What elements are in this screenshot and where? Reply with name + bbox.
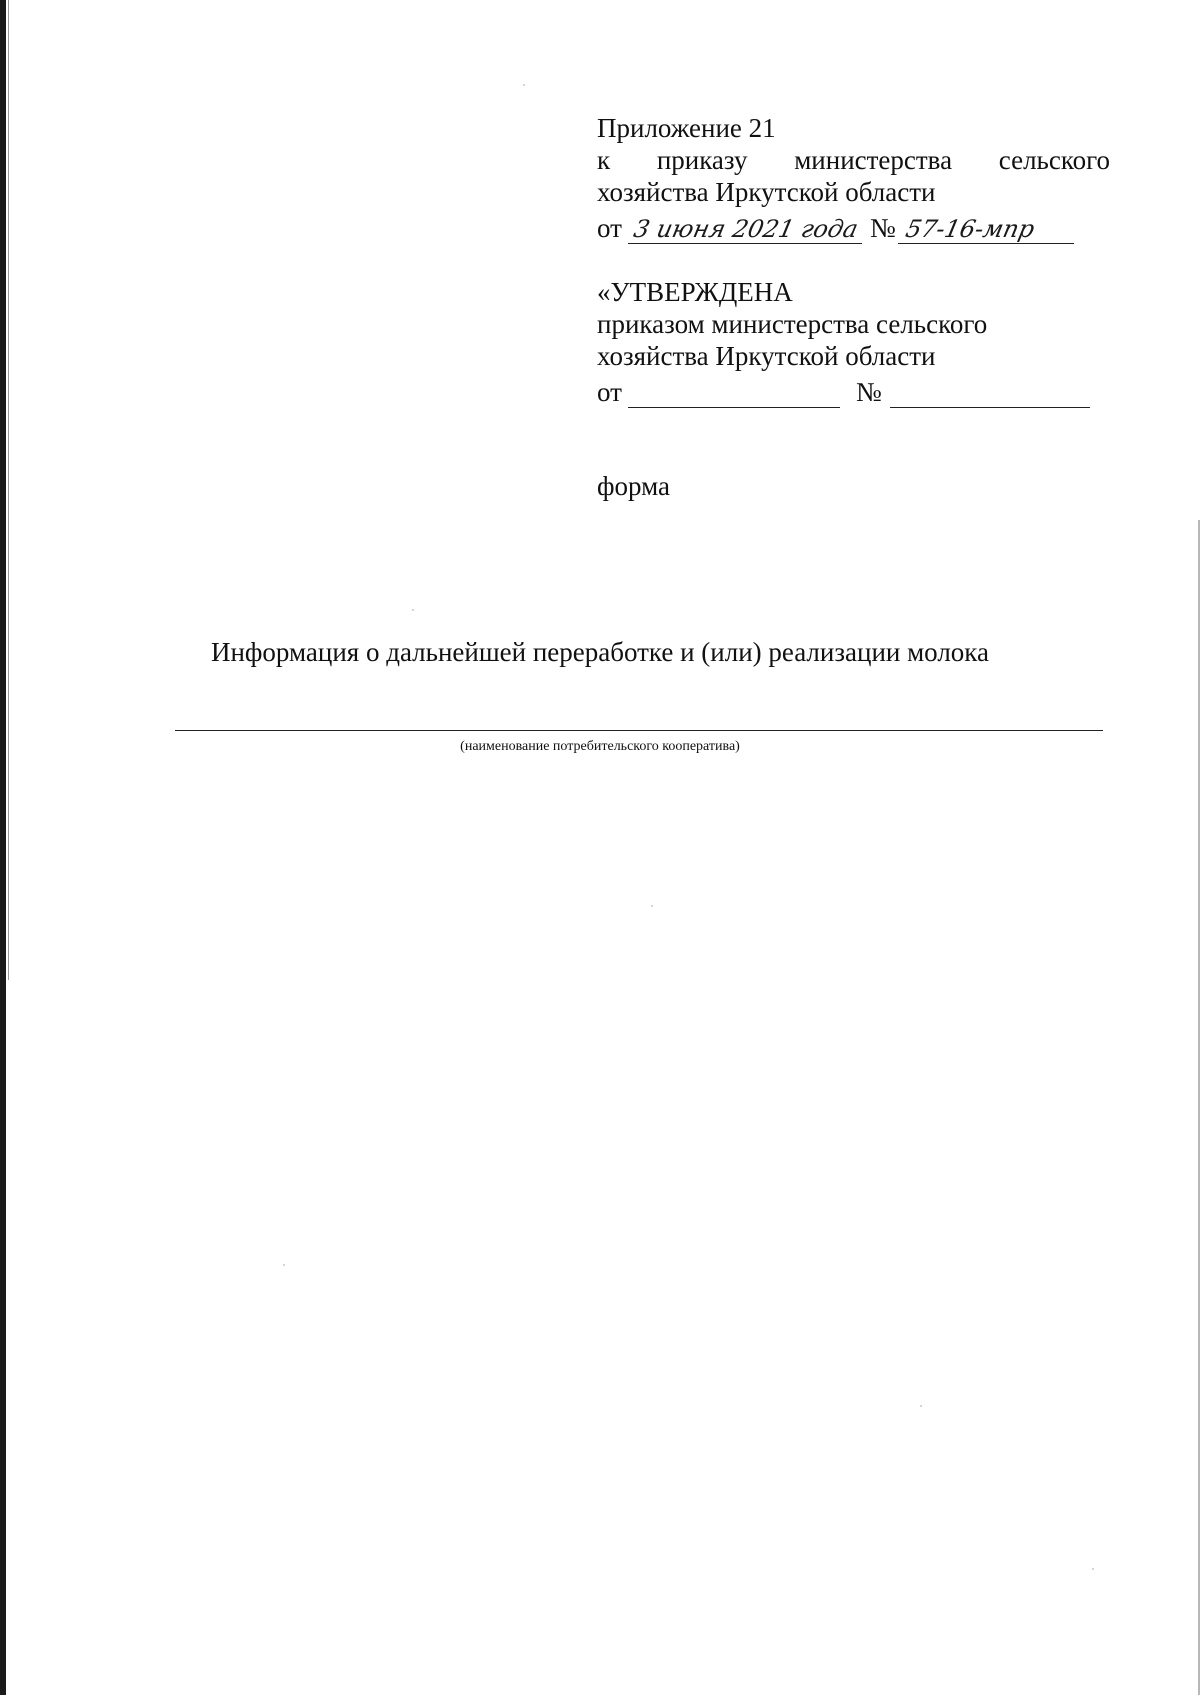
approved-date-field: [628, 381, 840, 408]
scan-speck: [283, 1264, 285, 1266]
appendix-block: [597, 112, 1110, 244]
appendix-word-3: министерства: [794, 145, 953, 175]
appendix-date-row: [597, 208, 1110, 244]
handwritten-date: [628, 211, 862, 245]
scan-speck: [920, 1405, 922, 1407]
approved-line-3: хозяйства Иркутской области: [597, 341, 936, 371]
appendix-word-1: к: [597, 145, 611, 175]
cooperative-name-caption: (наименование потребительского кооператива): [460, 739, 740, 754]
approved-block: [597, 276, 1110, 408]
appendix-word-2: приказу: [656, 145, 748, 175]
appendix-line-2: [597, 144, 1110, 176]
approved-title: «УТВЕРЖДЕНА: [597, 277, 793, 307]
scan-speck: [1092, 1568, 1094, 1570]
appendix-date-field: [628, 213, 862, 244]
approved-date-row: [597, 372, 1110, 408]
appendix-number-field: [898, 213, 1074, 244]
appendix-line-3: хозяйства Иркутской области: [597, 177, 936, 207]
appendix-word-4: сельского: [998, 145, 1110, 175]
approved-number-field: [890, 381, 1090, 408]
approved-number-label: №: [855, 377, 882, 407]
appendix-date-label: от: [597, 213, 622, 243]
scan-speck: [412, 609, 414, 611]
handwritten-number-text: 57-16-мпр: [902, 214, 1037, 243]
scan-speck: [651, 905, 653, 907]
scan-speck: [523, 84, 525, 86]
appendix-number-label: №: [869, 213, 896, 243]
cooperative-name-line: [175, 730, 1103, 731]
approved-line-2: приказом министерства сельского: [597, 309, 988, 339]
scan-edge-left-thin: [8, 0, 9, 980]
appendix-title: Приложение 21: [597, 113, 776, 143]
handwritten-number: [898, 211, 1074, 245]
main-title: Информация о дальнейшей переработке и (или) реализации молока: [210, 637, 989, 667]
scan-edge-left: [0, 0, 6, 1695]
form-label: форма: [597, 471, 670, 501]
approved-date-label: от: [597, 377, 622, 407]
handwritten-date-text: 3 июня 2021 года: [631, 214, 861, 243]
